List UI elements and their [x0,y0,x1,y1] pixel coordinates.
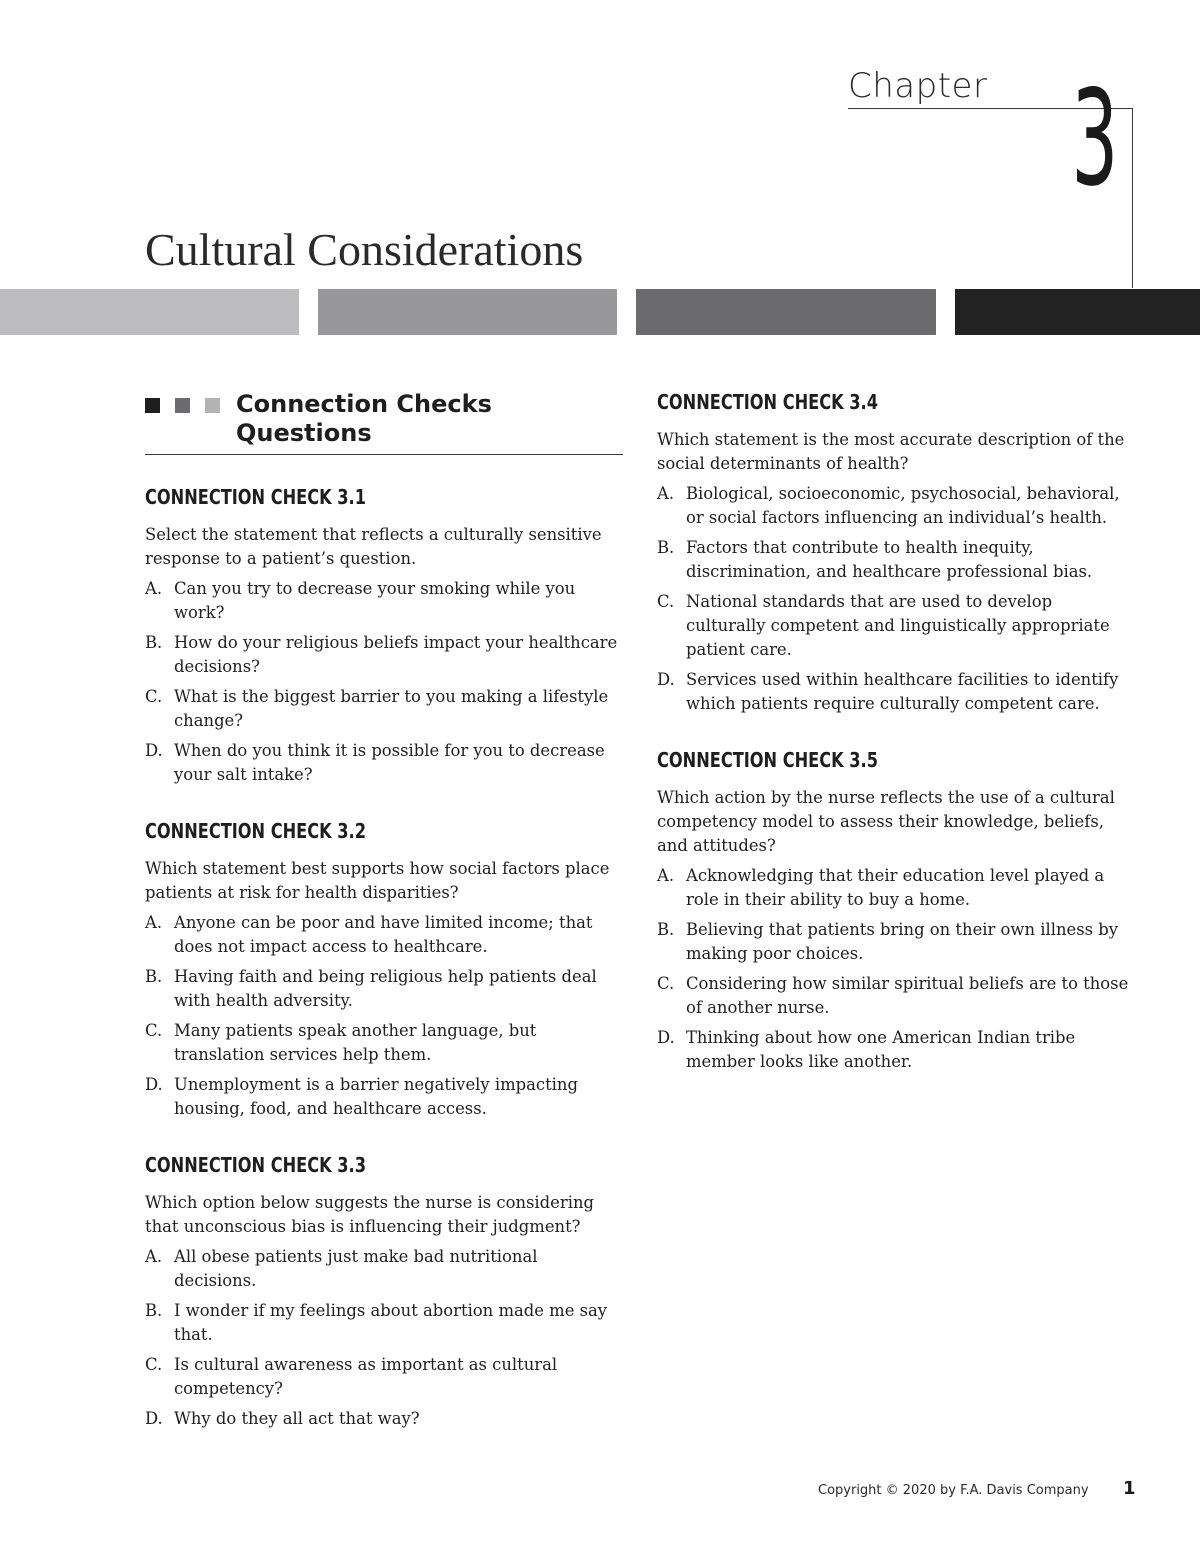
decorative-bar-medium [318,289,617,335]
answer-option [145,631,623,679]
answer-option-letter: C. [657,974,675,993]
answer-option-text: How do your religious beliefs impact your healthcare decisions? [174,633,618,676]
answer-option [145,911,623,959]
answer-option-letter: B. [145,1301,163,1320]
answer-option-letter: C. [657,592,675,611]
answer-option-letter: D. [145,1075,163,1094]
question-heading: CONNECTION CHECK 3.2 [145,819,366,843]
answer-option-text: Acknowledging that their education level played a role in their ability to buy a home. [686,866,1105,909]
answer-option-letter: A. [145,913,163,932]
decorative-bar-black [955,289,1200,335]
left-column [145,390,623,1463]
answer-option [657,536,1135,584]
question-block [657,748,1135,1074]
question-stem: Which statement best supports how social factors place patients at risk for health disparities? [145,859,610,902]
answer-option-text: Anyone can be poor and have limited income; that does not impact access to healthcare. [174,913,593,956]
answer-option [657,918,1135,966]
question-stem: Which option below suggests the nurse is considering that unconscious bias is influencing their judgment? [145,1193,594,1236]
answer-option-letter: A. [657,866,675,885]
answer-option-letter: C. [145,687,163,706]
decorative-bar-dark [636,289,936,335]
answer-option [145,739,623,787]
answer-option [145,577,623,625]
right-column [657,390,1135,1106]
chapter-number: 3 [1071,62,1119,216]
question-heading: CONNECTION CHECK 3.4 [657,390,878,414]
answer-option-text: National standards that are used to develop culturally competent and linguistically appropriate patient care. [686,592,1110,659]
question-stem: Which action by the nurse reflects the use of a cultural competency model to assess their knowledge, beliefs, and attitudes? [657,788,1115,855]
chapter-vertical-rule [1132,108,1133,288]
answer-option-letter: D. [657,1028,675,1047]
section-title-line-2: Questions [236,419,372,447]
answer-option-letter: D. [145,741,163,760]
answer-option-text: Considering how similar spiritual beliefs are to those of another nurse. [686,974,1129,1017]
answer-option-letter: C. [145,1021,163,1040]
question-block [145,1153,623,1431]
square-bullet-icon [175,398,190,413]
answer-option [657,590,1135,662]
section-title [236,390,492,448]
answer-option-text: Factors that contribute to health inequity, discrimination, and healthcare professional bias. [686,538,1093,581]
answer-option [657,668,1135,716]
question-heading: CONNECTION CHECK 3.5 [657,748,878,772]
section-heading [145,390,623,455]
answer-option-text: I wonder if my feelings about abortion made me say that. [174,1301,608,1344]
chapter-label: Chapter [848,66,988,106]
answer-option-text: Many patients speak another language, but translation services help them. [174,1021,537,1064]
answer-option [145,1073,623,1121]
answer-option-text: What is the biggest barrier to you making a lifestyle change? [174,687,609,730]
answer-option [145,1299,623,1347]
answer-option-letter: C. [145,1355,163,1374]
answer-option [657,482,1135,530]
answer-option-text: Is cultural awareness as important as cultural competency? [174,1355,558,1398]
square-bullet-icon [205,398,220,413]
left-question-list [145,485,623,1431]
answer-option [145,1245,623,1293]
answer-option-letter: A. [657,484,675,503]
answer-option-letter: A. [145,1247,163,1266]
answer-option-text: Unemployment is a barrier negatively impacting housing, food, and healthcare access. [174,1075,578,1118]
question-block [657,390,1135,716]
answer-option-text: Biological, socioeconomic, psychosocial, behavioral, or social factors influencing an individual’s health. [686,484,1120,527]
question-stem: Select the statement that reflects a culturally sensitive response to a patient’s question. [145,525,602,568]
answer-option-text: Thinking about how one American Indian tribe member looks like another. [686,1028,1076,1071]
answer-option [657,1026,1135,1074]
question-heading: CONNECTION CHECK 3.1 [145,485,366,509]
answer-option [657,864,1135,912]
answer-option-text: Services used within healthcare facilities to identify which patients require culturally competent care. [686,670,1119,713]
copyright-notice: Copyright © 2020 by F.A. Davis Company [818,1483,1089,1498]
answer-option [657,972,1135,1020]
answer-option-letter: D. [657,670,675,689]
answer-option-text: Can you try to decrease your smoking while you work? [174,579,576,622]
answer-option [145,1019,623,1067]
answer-option-text: Having faith and being religious help patients deal with health adversity. [174,967,597,1010]
answer-option [145,1353,623,1401]
question-block [145,819,623,1121]
answer-option-text: All obese patients just make bad nutritional decisions. [174,1247,538,1290]
page-number: 1 [1123,1478,1136,1499]
answer-option-text: Why do they all act that way? [174,1409,420,1428]
answer-option-letter: B. [657,920,675,939]
answer-option-text: Believing that patients bring on their own illness by making poor choices. [686,920,1118,963]
answer-option-letter: B. [657,538,675,557]
square-bullet-icon [145,398,160,413]
answer-option-letter: B. [145,967,163,986]
section-title-line-1: Connection Checks [236,390,492,418]
right-question-list [657,390,1135,1074]
answer-option-text: When do you think it is possible for you to decrease your salt intake? [174,741,605,784]
page-title: Cultural Considerations [145,224,584,275]
question-heading: CONNECTION CHECK 3.3 [145,1153,366,1177]
answer-option-letter: D. [145,1409,163,1428]
answer-option-letter: A. [145,579,163,598]
answer-option [145,1407,623,1431]
answer-option [145,965,623,1013]
decorative-bar-light [0,289,299,335]
answer-option-letter: B. [145,633,163,652]
question-block [145,485,623,787]
answer-option [145,685,623,733]
question-stem: Which statement is the most accurate description of the social determinants of health? [657,430,1125,473]
